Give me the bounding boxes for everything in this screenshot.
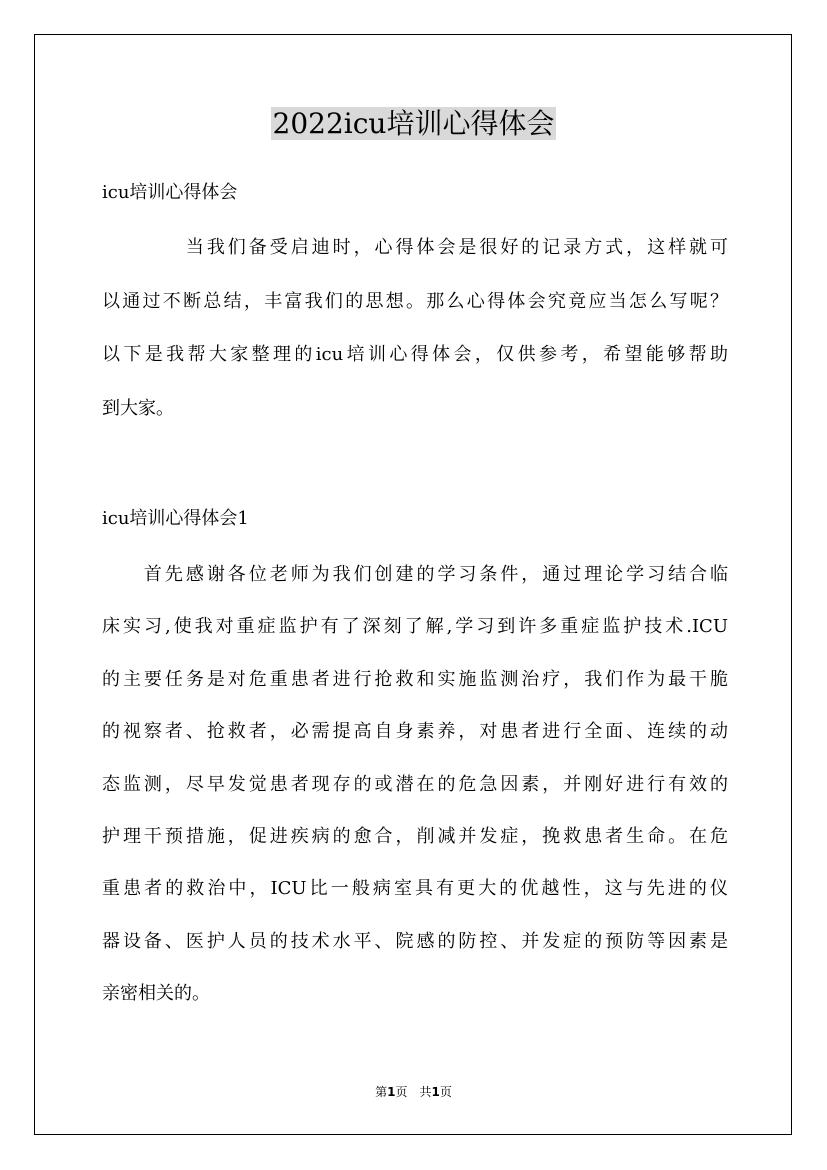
- body-line: 护理干预措施，促进疾病的愈合，削减并发症，挽救患者生命。在危: [102, 825, 728, 847]
- body-line: 亲密相关的。: [102, 983, 210, 1005]
- section-heading-intro: icu培训心得体会: [102, 182, 238, 203]
- footer-page-current: 1: [387, 1085, 396, 1099]
- body-line: 的视察者、抢救者，必需提高自身素养，对患者进行全面、连续的动: [102, 721, 728, 743]
- page-footer: [0, 1083, 827, 1101]
- intro-line: 以下是我帮大家整理的icu培训心得体会，仅供参考，希望能够帮助: [102, 344, 728, 366]
- section-1-paragraph: [102, 549, 728, 1021]
- footer-mid: 页 共: [395, 1085, 432, 1099]
- intro-line: 到大家。: [102, 397, 174, 419]
- footer-suffix: 页: [439, 1085, 452, 1099]
- intro-paragraph: [102, 221, 728, 435]
- footer-prefix: 第: [375, 1085, 388, 1099]
- intro-line: 当我们备受启迪时，心得体会是很好的记录方式，这样就可: [102, 237, 728, 258]
- body-line: 床实习,使我对重症监护有了深刻了解,学习到许多重症监护技术.ICU: [102, 616, 728, 638]
- body-line: 的主要任务是对危重患者进行抢救和实施监测治疗，我们作为最干脆: [102, 668, 728, 690]
- footer-page-total: 1: [431, 1085, 440, 1099]
- body-line: 重患者的救治中，ICU比一般病室具有更大的优越性，这与先进的仪: [102, 878, 728, 900]
- body-line: 态监测，尽早发觉患者现存的或潜在的危急因素，并刚好进行有效的: [102, 773, 728, 795]
- intro-line: 以通过不断总结，丰富我们的思想。那么心得体会究竟应当怎么写呢？: [102, 290, 728, 312]
- document-title-text: 2022icu培训心得体会: [272, 107, 555, 140]
- document-title: [0, 104, 827, 144]
- body-line: 器设备、医护人员的技术水平、院感的防控、并发症的预防等因素是: [102, 930, 728, 952]
- section-heading-1: icu培训心得体会1: [102, 508, 249, 529]
- body-line: 首先感谢各位老师为我们创建的学习条件，通过理论学习结合临: [102, 564, 728, 585]
